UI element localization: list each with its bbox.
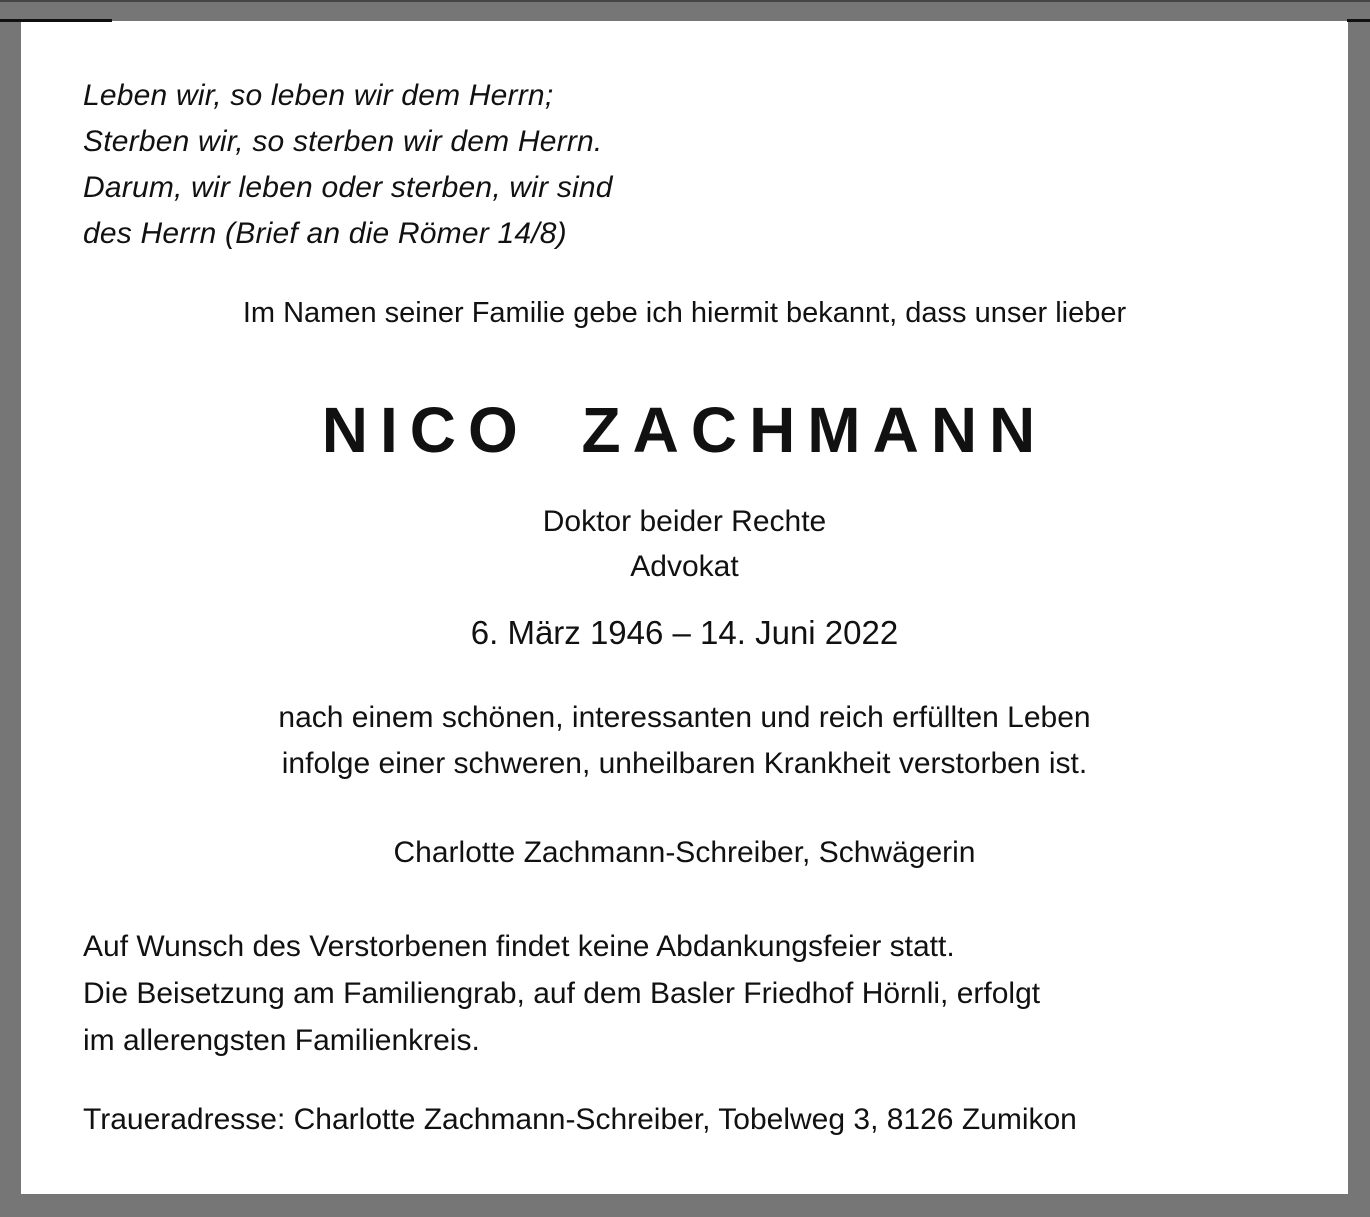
title-doctor: Doktor beider Rechte bbox=[542, 505, 827, 538]
funeral-line: Die Beisetzung am Familiengrab, auf dem Basler Friedhof Hörnli, erfolgt bbox=[83, 977, 1041, 1010]
deceased-name: NICO ZACHMANN bbox=[321, 394, 1048, 466]
quote-line: des Herrn (Brief an die Römer 14/8) bbox=[83, 217, 567, 250]
scripture-quote bbox=[83, 73, 613, 257]
funeral-line: Auf Wunsch des Verstorbenen findet keine Abdankungsfeier statt. bbox=[83, 930, 955, 963]
title-advokat: Advokat bbox=[630, 550, 739, 583]
top-edge-line bbox=[0, 0, 1370, 2]
announcement-intro: Im Namen seiner Familie gebe ich hiermit bekannt, dass unser lieber bbox=[242, 297, 1127, 329]
quote-line: Sterben wir, so sterben wir dem Herrn. bbox=[83, 125, 603, 158]
deceased-titles bbox=[21, 499, 1348, 589]
frame-line-top-left bbox=[0, 19, 112, 22]
quote-line: Darum, wir leben oder sterben, wir sind bbox=[83, 171, 613, 204]
frame-line-top-right bbox=[1347, 19, 1370, 22]
obituary-page bbox=[21, 21, 1348, 1194]
quote-line: Leben wir, so leben wir dem Herrn; bbox=[83, 79, 554, 112]
death-line: nach einem schönen, interessanten und reich erfüllten Leben bbox=[278, 701, 1091, 734]
death-line: infolge einer schweren, unheilbaren Krankheit verstorben ist. bbox=[281, 747, 1088, 780]
funeral-paragraph bbox=[83, 923, 1040, 1064]
death-paragraph bbox=[21, 695, 1348, 787]
funeral-line: im allerengsten Familienkreis. bbox=[83, 1024, 480, 1057]
life-dates: 6. März 1946 – 14. Juni 2022 bbox=[470, 614, 899, 651]
mourning-address: Traueradresse: Charlotte Zachmann-Schreiber, Tobelweg 3, 8126 Zumikon bbox=[83, 1103, 1077, 1136]
mourner-name: Charlotte Zachmann-Schreiber, Schwägerin bbox=[393, 836, 976, 869]
